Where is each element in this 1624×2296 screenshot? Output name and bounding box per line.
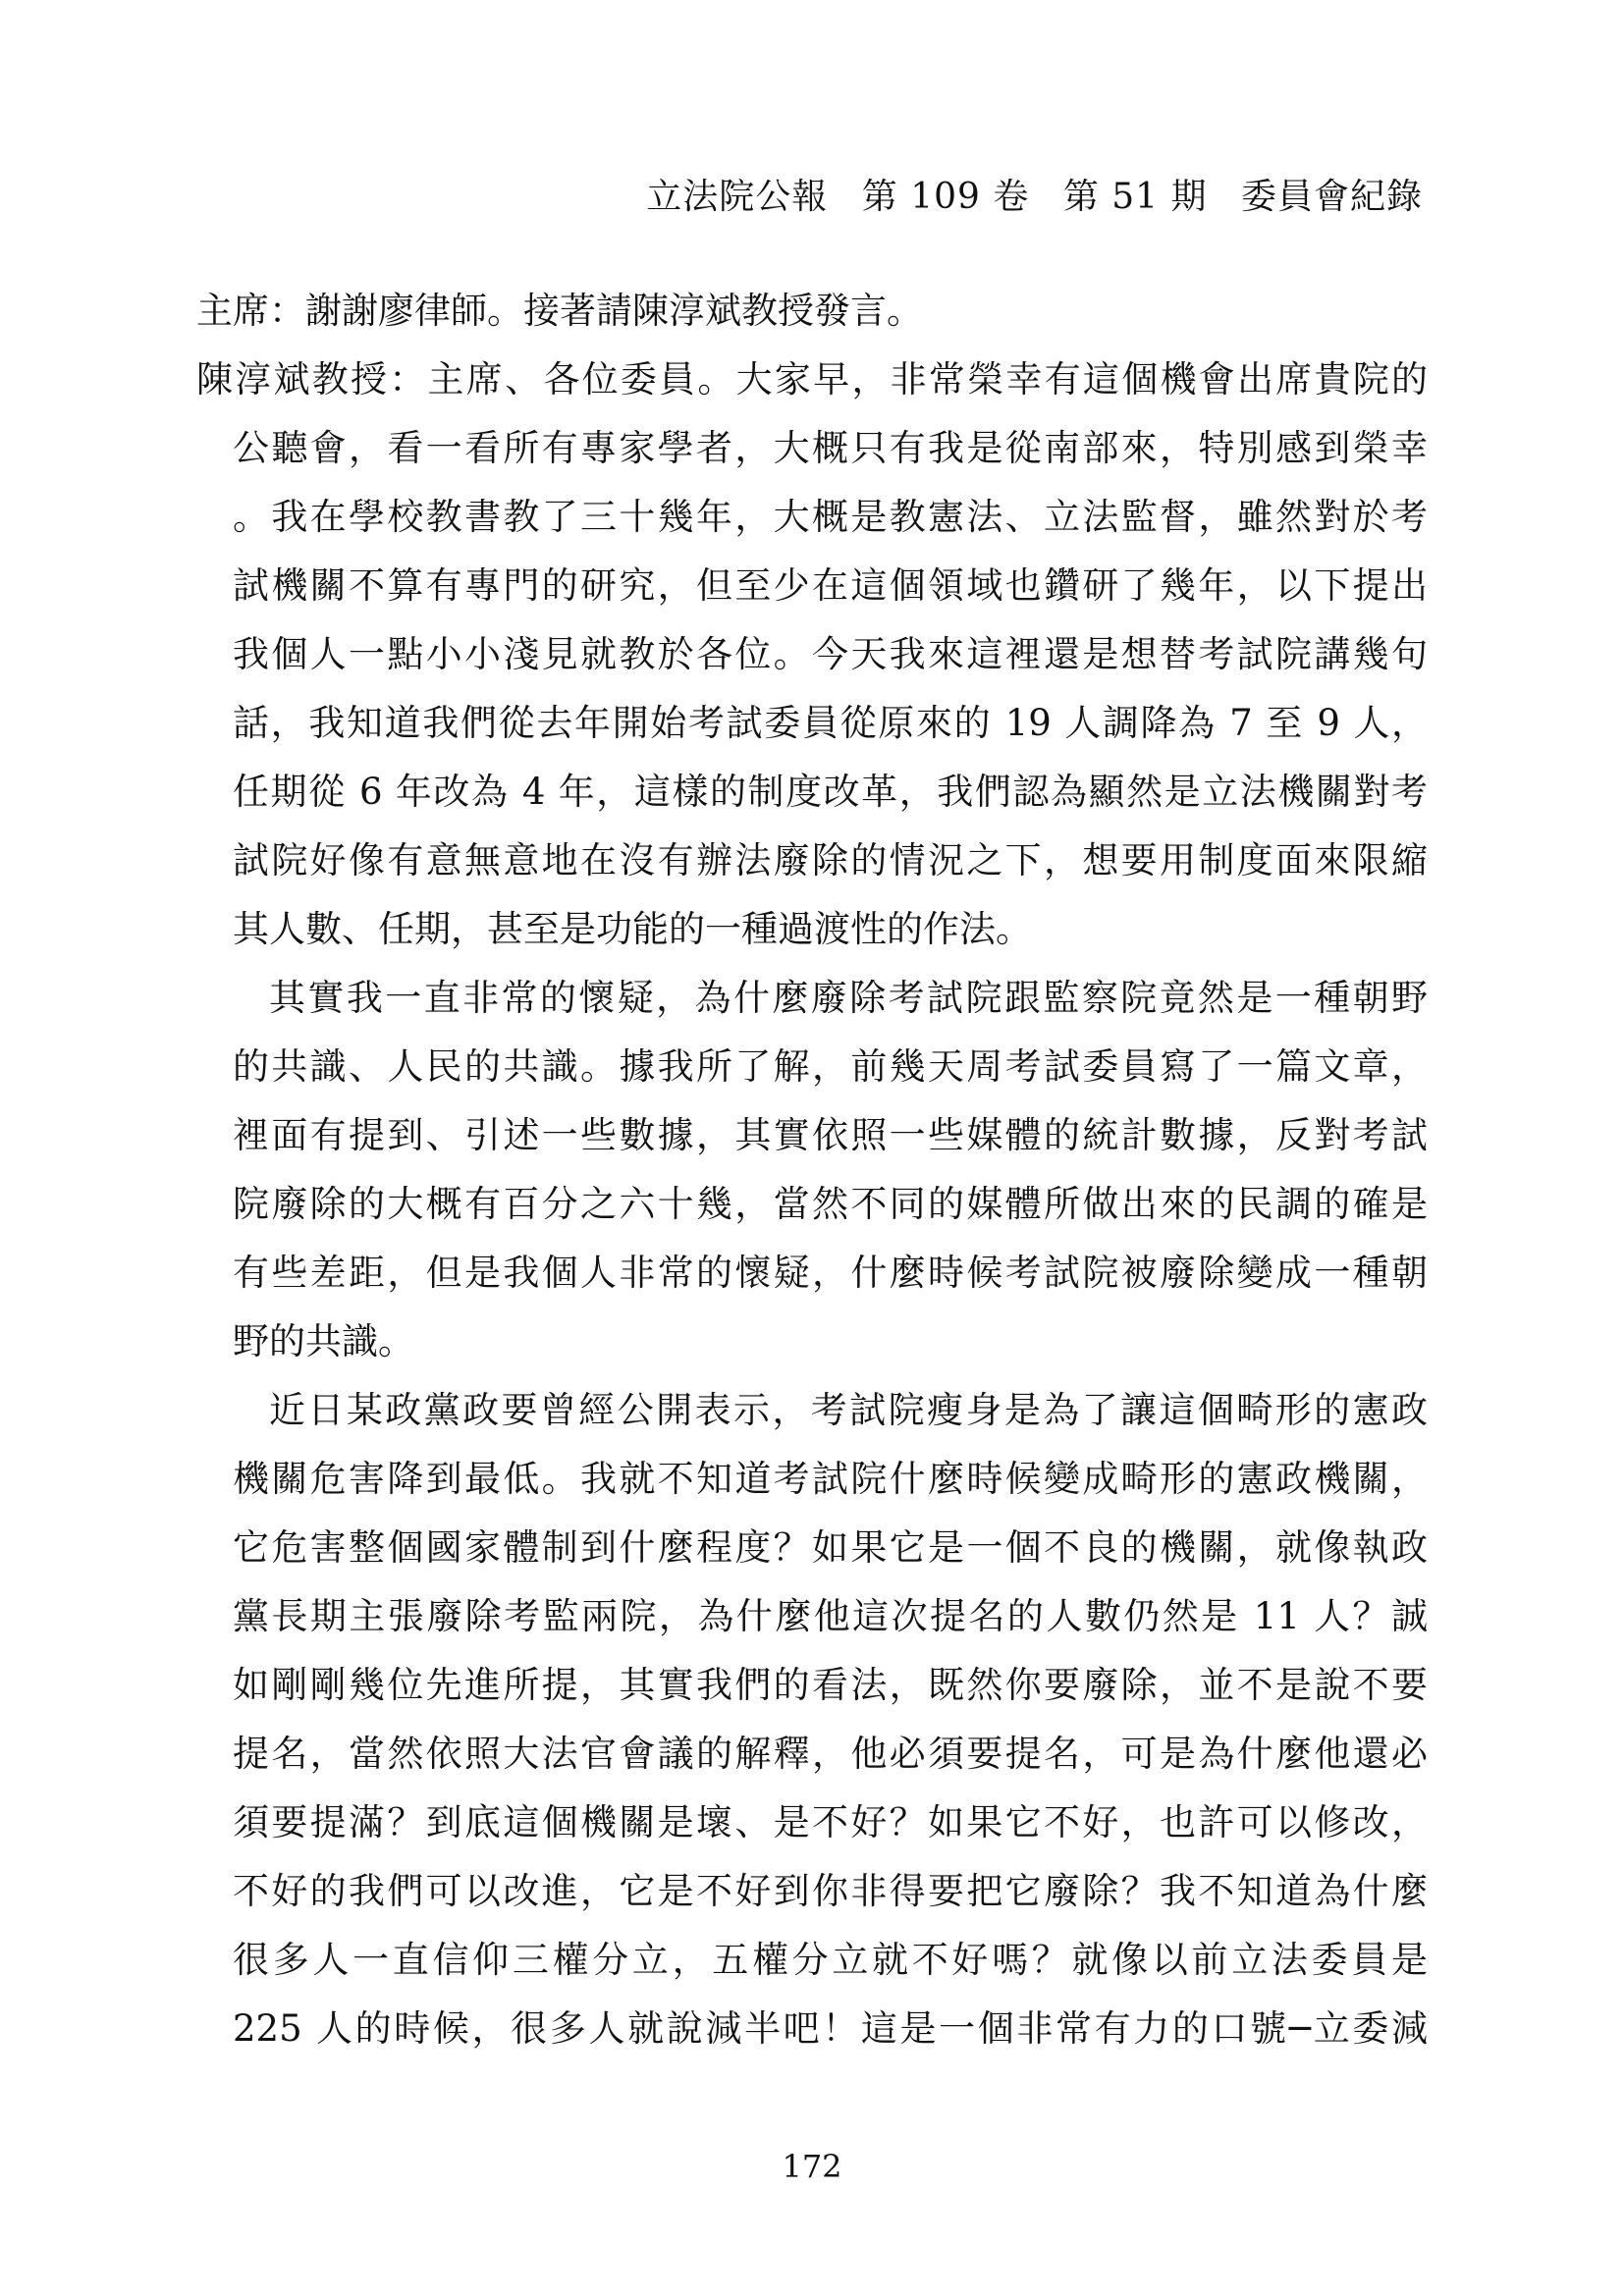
text-line: 任期從 6 年改為 4 年，這樣的制度改革，我們認為顯然是立法機關對考	[233, 771, 1428, 813]
text-line: 不好的我們可以改進，它是不好到你非得要把它廢除？我不知道為什麼	[233, 1870, 1428, 1912]
text-line: 院廢除的大概有百分之六十幾，當然不同的媒體所做出來的民調的確是	[233, 1183, 1428, 1225]
text-line: 有些差距，但是我個人非常的懷疑，什麼時候考試院被廢除變成一種朝	[233, 1252, 1428, 1294]
text-line: 陳淳斌教授：主席、各位委員。大家早，非常榮幸有這個機會出席貴院的	[196, 358, 1428, 400]
paragraph-party-remark	[196, 1376, 1428, 2063]
text-line: 黨長期主張廢除考監兩院，為什麼他這次提名的人數仍然是 11 人？誠	[233, 1595, 1428, 1637]
text-line: 話，我知道我們從去年開始考試委員從原來的 19 人調降為 7 至 9 人，	[233, 702, 1428, 744]
paragraph-professor-statement	[196, 346, 1428, 964]
header-volume: 第 109 卷	[861, 177, 1030, 217]
text-line: 其實我一直非常的懷疑，為什麼廢除考試院跟監察院竟然是一種朝野	[269, 977, 1428, 1019]
text-line: 它危害整個國家體制到什麼程度？如果它是一個不良的機關，就像執政	[233, 1526, 1428, 1569]
text-line: 的共識、人民的共識。據我所了解，前幾天周考試委員寫了一篇文章，	[233, 1045, 1428, 1088]
text-line: 試院好像有意無意地在沒有辦法廢除的情況之下，想要用制度面來限縮	[233, 839, 1428, 881]
text-line: 公聽會，看一看所有專家學者，大概只有我是從南部來，特別感到榮幸	[233, 427, 1428, 469]
text-line: 機關危害降到最低。我就不知道考試院什麼時候變成畸形的憲政機關，	[233, 1458, 1428, 1500]
text-line: 野的共識。	[233, 1320, 414, 1362]
text-line: 其人數、任期，甚至是功能的一種過渡性的作法。	[233, 908, 1032, 950]
header-issue: 第 51 期	[1062, 177, 1208, 217]
document-body	[196, 277, 1428, 2063]
text-line: 裡面有提到、引述一些數據，其實依照一些媒體的統計數據，反對考試	[233, 1114, 1428, 1156]
text-line: 我個人一點小小淺見就教於各位。今天我來這裡還是想替考試院講幾句	[233, 633, 1428, 675]
text-line: 試機關不算有專門的研究，但至少在這個領域也鑽研了幾年，以下提出	[233, 564, 1428, 607]
text-line: 近日某政黨政要曾經公開表示，考試院瘦身是為了讓這個畸形的憲政	[269, 1389, 1428, 1431]
text-line: 很多人一直信仰三權分立，五權分立就不好嗎？就像以前立法委員是	[233, 1939, 1428, 1981]
text-line: 須要提滿？到底這個機關是壞、是不好？如果它不好，也許可以修改，	[233, 1801, 1428, 1843]
header-publication: 立法院公報	[646, 177, 829, 217]
paragraph-chair-remark	[196, 277, 1428, 346]
text-line: 如剛剛幾位先進所提，其實我們的看法，既然你要廢除，並不是說不要	[233, 1664, 1428, 1706]
text-line: 提名，當然依照大法官會議的解釋，他必須要提名，可是為什麼他還必	[233, 1733, 1428, 1775]
page-header	[646, 169, 1423, 219]
text-line: 主席：謝謝廖律師。接著請陳淳斌教授發言。	[196, 290, 923, 332]
paragraph-consensus	[196, 964, 1428, 1376]
header-section: 委員會紀錄	[1240, 177, 1423, 217]
text-line: 225 人的時候，很多人就說減半吧！這是一個非常有力的口號─立委減	[233, 2007, 1428, 2050]
page-number: 172	[782, 2148, 842, 2185]
text-line: 。我在學校教書教了三十幾年，大概是教憲法、立法監督，雖然對於考	[233, 496, 1428, 538]
